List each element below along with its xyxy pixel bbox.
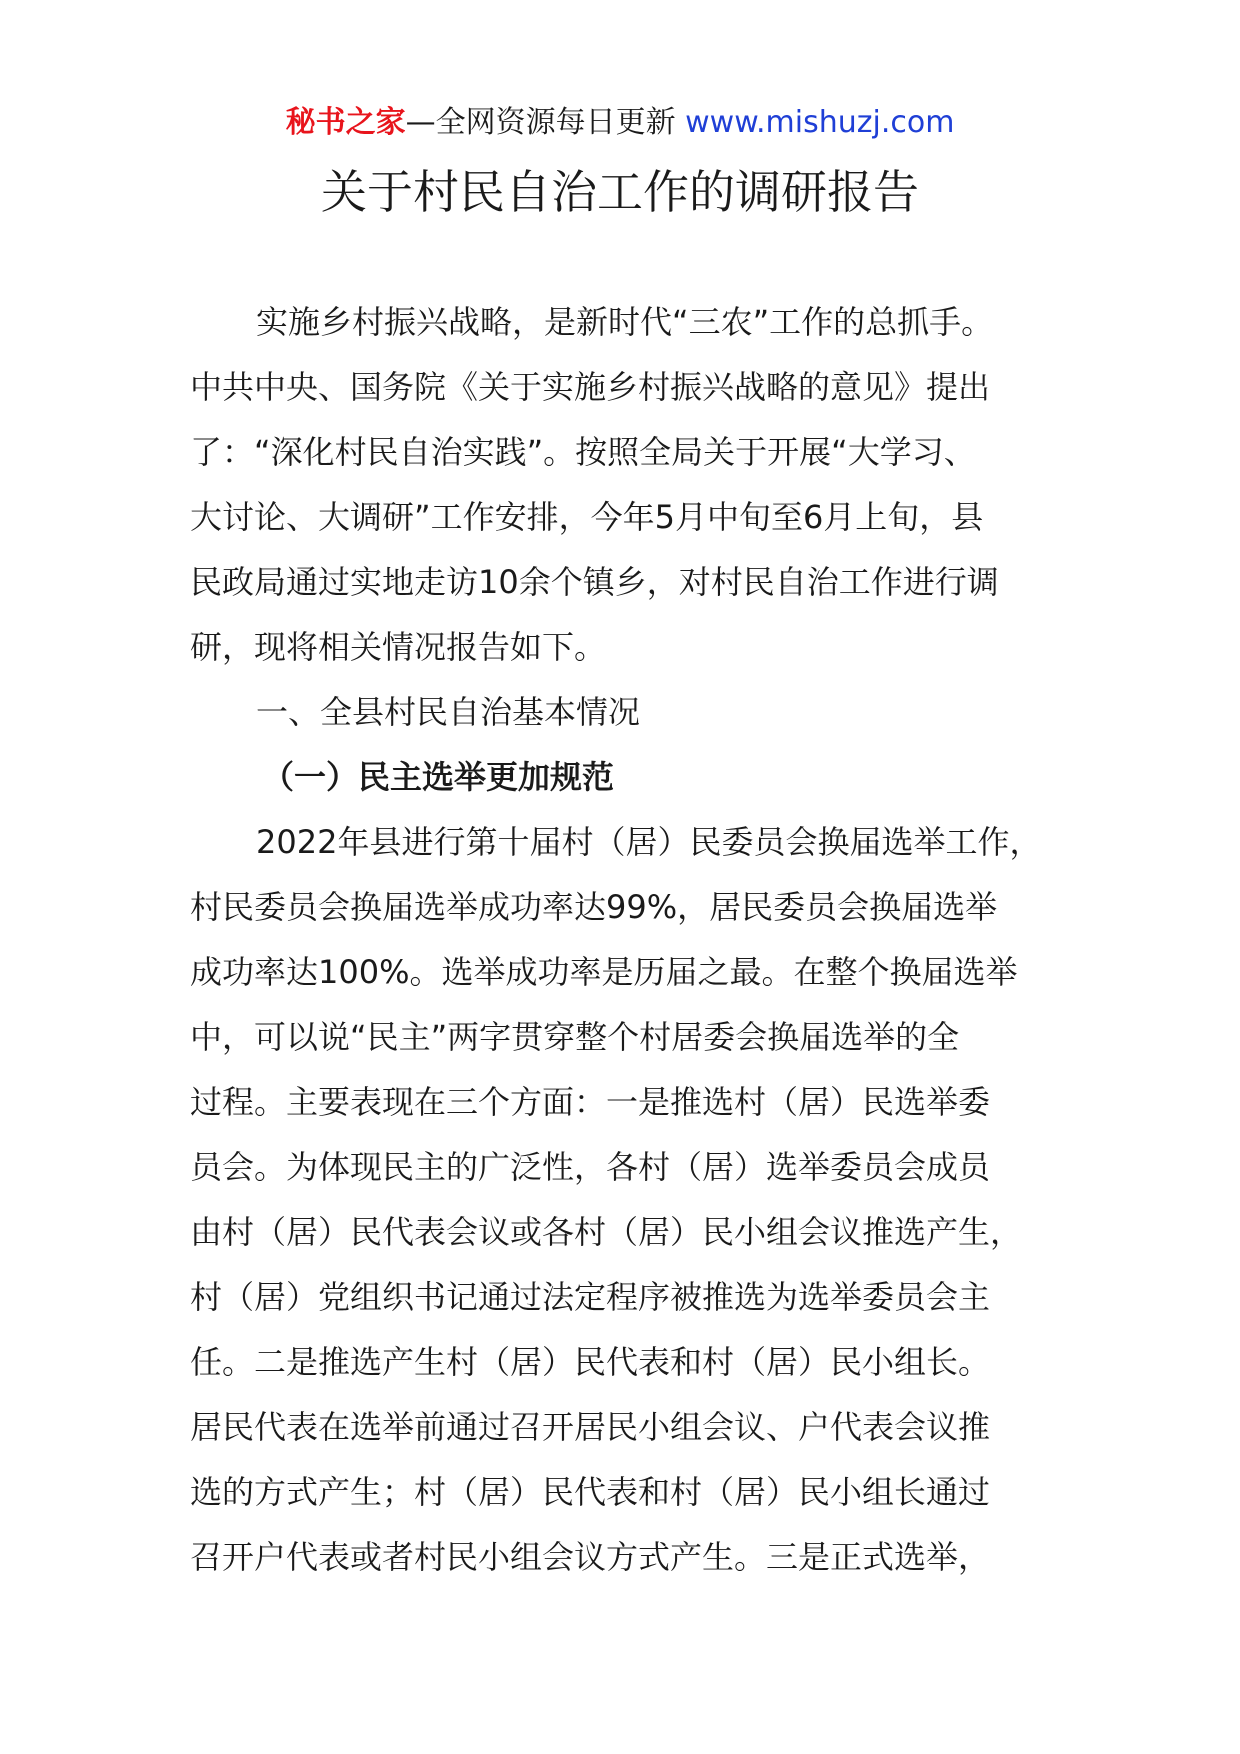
paragraph-first-line: 实施乡村振兴战略，是新时代“三农”工作的总抓手。 xyxy=(256,303,994,341)
paragraph-line: 民政局通过实地走访10余个镇乡，对村民自治工作进行调 xyxy=(190,563,999,601)
paragraph-line: 中，可以说“民主”两字贯穿整个村居委会换届选举的全 xyxy=(190,1018,960,1056)
paragraph-line: 召开户代表或者村民小组会议方式产生。三是正式选举， xyxy=(190,1538,991,1576)
paragraph-line: 选的方式产生；村（居）民代表和村（居）民小组长通过 xyxy=(190,1473,991,1511)
paragraph-line: 大讨论、大调研”工作安排，今年5月中旬至6月上旬，县 xyxy=(190,498,984,536)
paragraph-line: 中共中央、国务院《关于实施乡村振兴战略的意见》提出 xyxy=(190,368,991,406)
paragraph-line: 成功率达100%。选举成功率是历届之最。在整个换届选举 xyxy=(190,953,1018,991)
paragraph-line: 村民委员会换届选举成功率达99%，居民委员会换届选举 xyxy=(190,888,998,926)
header-tagline: —全网资源每日更新 xyxy=(405,105,686,140)
paragraph-first-line: 2022年县进行第十届村（居）民委员会换届选举工作， xyxy=(256,823,1042,861)
paragraph-line: 居民代表在选举前通过召开居民小组会议、户代表会议推 xyxy=(190,1408,991,1446)
paragraph-line: 研，现将相关情况报告如下。 xyxy=(190,628,607,666)
paragraph-line: 任。二是推选产生村（居）民代表和村（居）民小组长。 xyxy=(190,1343,991,1381)
paragraph-first-line: 一、全县村民自治基本情况 xyxy=(256,693,641,731)
site-header xyxy=(0,103,1240,143)
paragraph-line: 员会。为体现民主的广泛性，各村（居）选举委员会成员 xyxy=(190,1148,991,1186)
paragraph-line: 了：“深化村民自治实践”。按照全局关于开展“大学习、 xyxy=(190,433,976,471)
paragraph-line: 村（居）党组织书记通过法定程序被推选为选举委员会主 xyxy=(190,1278,991,1316)
document-body xyxy=(190,290,1060,1590)
paragraph-line: 由村（居）民代表会议或各村（居）民小组会议推选产生， xyxy=(190,1213,1023,1251)
section-subheading: （一）民主选举更加规范 xyxy=(262,758,615,796)
site-url-link[interactable]: www.mishuzj.com xyxy=(685,105,955,140)
document-title: 关于村民自治工作的调研报告 xyxy=(321,165,919,219)
paragraph-line: 过程。主要表现在三个方面：一是推选村（居）民选举委 xyxy=(190,1083,991,1121)
brand-name: 秘书之家 xyxy=(285,105,406,140)
